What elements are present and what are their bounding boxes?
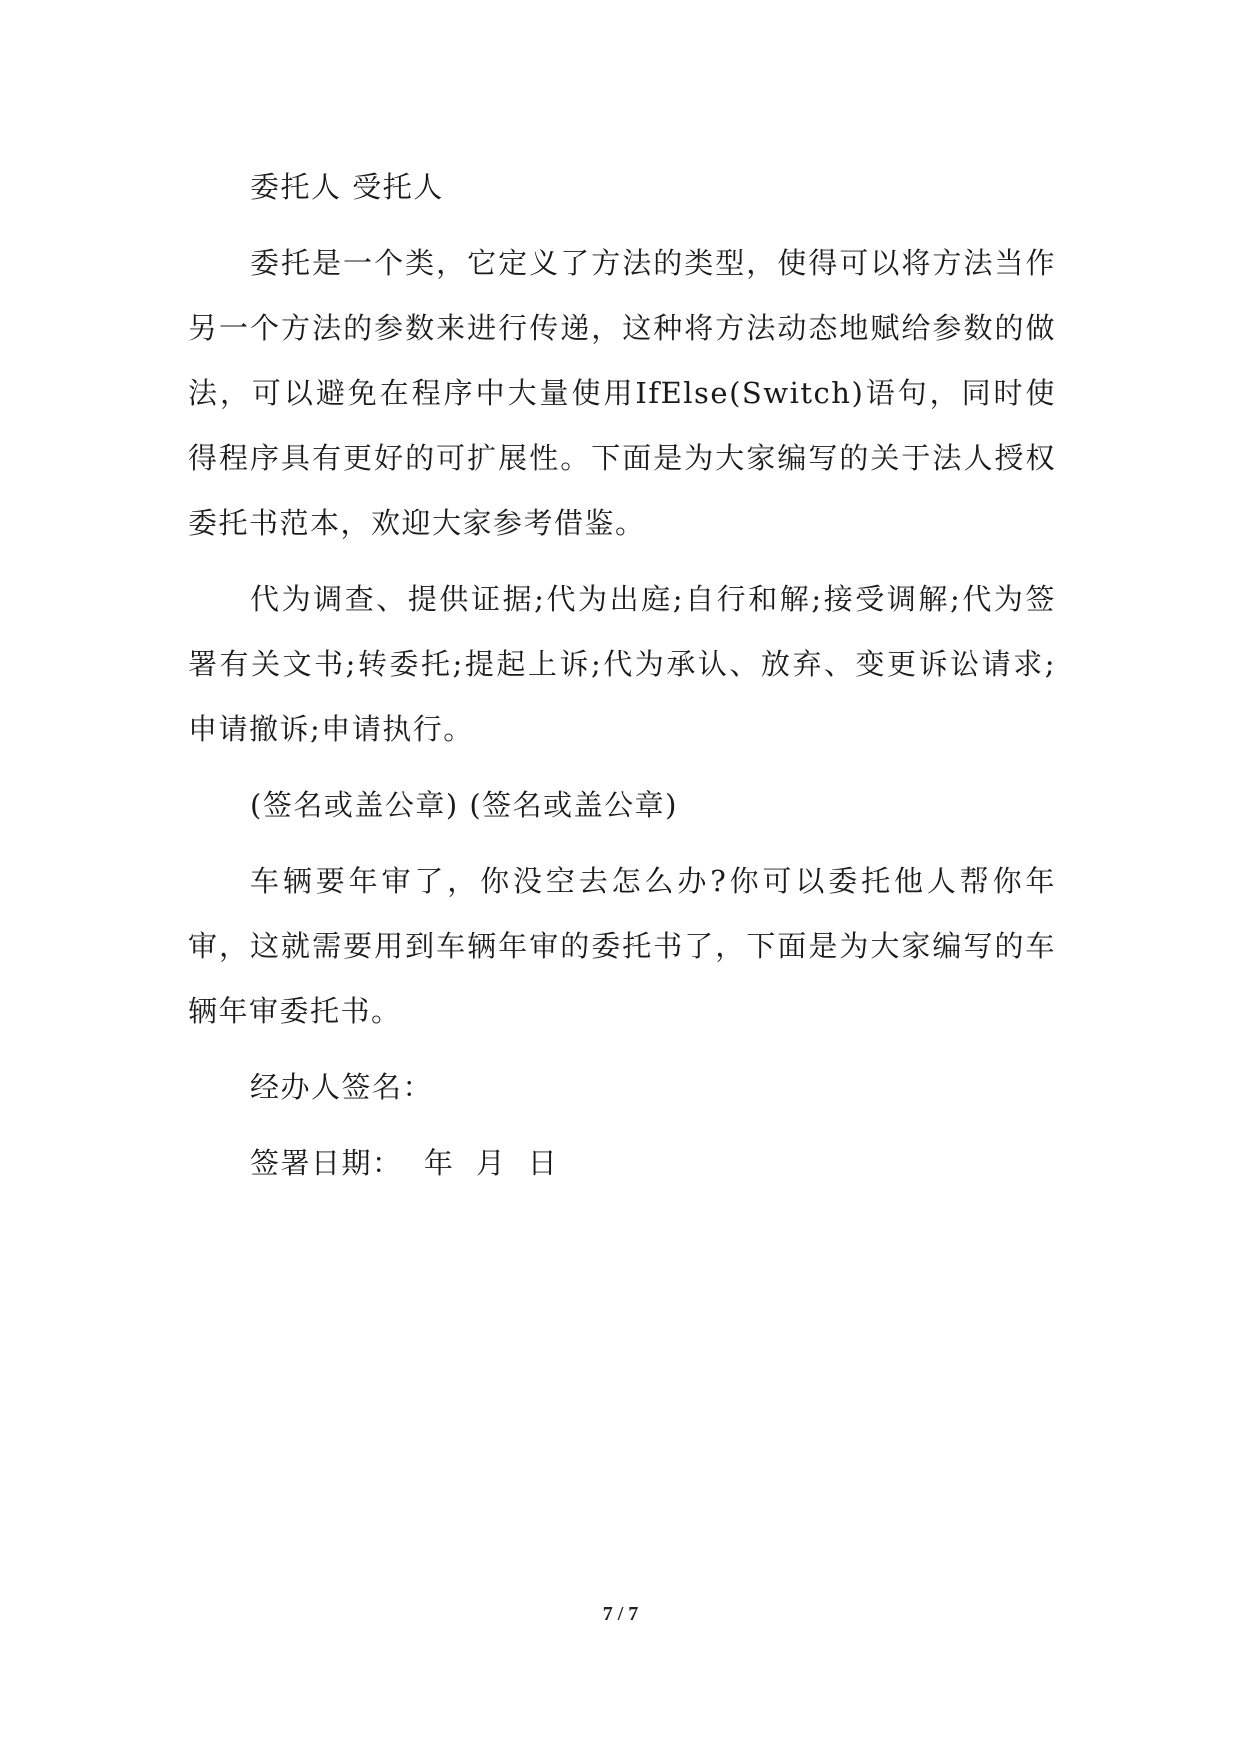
paragraph-authorized-matters: 代为调查、提供证据;代为出庭;自行和解;接受调解;代为签署有关文书;转委托;提起上诉;代为承认、放弃、变更诉讼请求;申请撤诉;申请执行。 <box>188 582 1056 746</box>
handler-signature-line: 经办人签名： <box>250 1070 434 1104</box>
page-number: 7 / 7 <box>602 1603 639 1625</box>
signing-date-line: 签署日期： 年 月 日 <box>250 1146 559 1180</box>
paragraph-signature-seal: (签名或盖公章) (签名或盖公章) <box>250 788 678 822</box>
document-body <box>188 155 1056 1207</box>
paragraph-vehicle-inspection: 车辆要年审了，你没空去怎么办?你可以委托他人帮你年审，这就需要用到车辆年审的委托书了，下面是为大家编写的车辆年审委托书。 <box>188 864 1056 1028</box>
paragraph-delegation-intro: 委托是一个类，它定义了方法的类型，使得可以将方法当作另一个方法的参数来进行传递，这种将方法动态地赋给参数的做法，可以避免在程序中大量使用IfElse(Switch)语句，同时使得程序具有更好的可扩展性。下面是为大家编写的关于法人授权委托书范本，欢迎大家参考借鉴。 <box>188 246 1056 540</box>
paragraph-parties: 委托人 受托人 <box>250 170 444 204</box>
